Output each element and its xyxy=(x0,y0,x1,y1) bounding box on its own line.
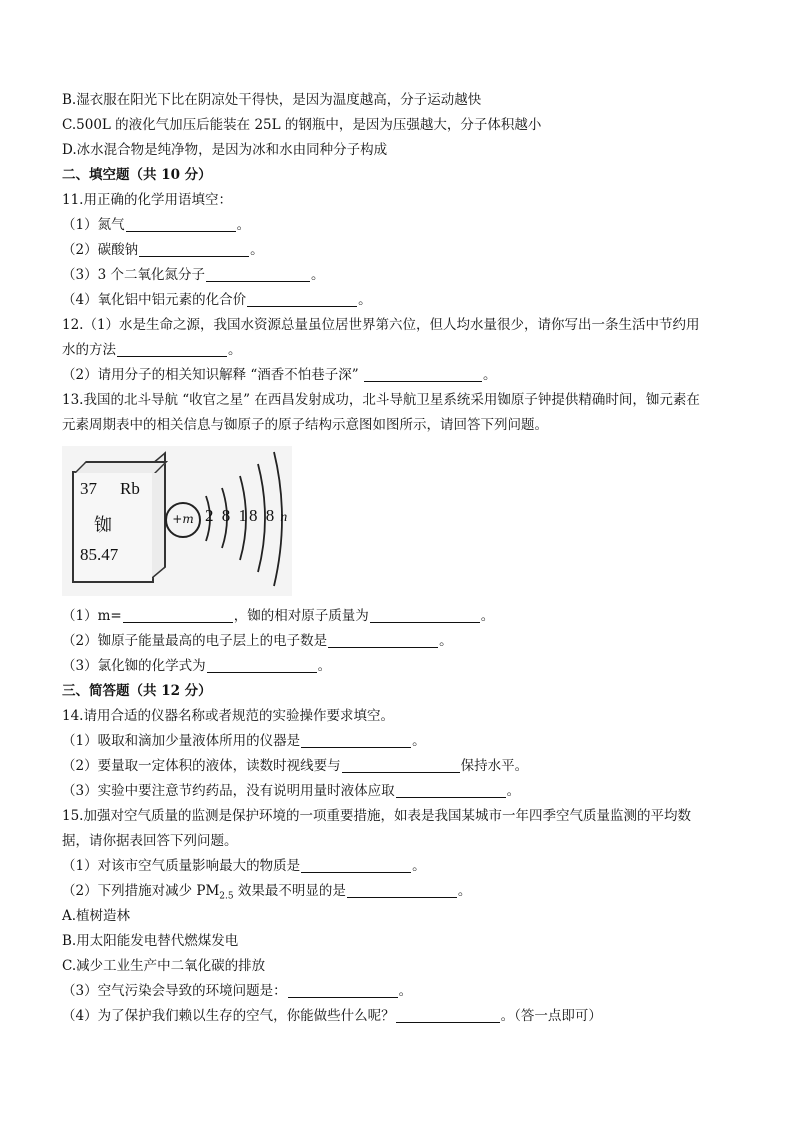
q10-option-c: C.500L 的液化气加压后能装在 25L 的钢瓶中，是因为压强越大，分子体积越小 xyxy=(62,117,542,133)
period: 。 xyxy=(480,608,495,624)
q12-stem-line-1: 12.（1）水是生命之源，我国水资源总量虽位居世界第六位，但人均水量很少，请你写出一条生活中节约用 xyxy=(62,317,700,333)
q13-item-2-text: （2）铷原子能量最高的电子层上的电子数是 xyxy=(62,633,328,649)
period: 。 xyxy=(506,783,521,799)
q15-item-3-text: （3）空气污染会导致的环境问题是： xyxy=(62,983,287,999)
q15-item-2 xyxy=(62,879,742,904)
q13-item-3-text: （3）氯化铷的化学式为 xyxy=(62,658,206,674)
q14-item-3-text: （3）实验中要注意节约药品，没有说明用量时液体应取 xyxy=(62,783,395,799)
q15-item-2b-text: 效果最不明显的是 xyxy=(233,883,346,899)
q15-item-2a-text: （2）下列措施对减少 PM xyxy=(62,883,220,899)
q14-item-2a-text: （2）要量取一定体积的液体，读数时视线要与 xyxy=(62,758,341,774)
q11-stem: 11.用正确的化学用语填空： xyxy=(62,192,232,208)
element-symbol: Rb xyxy=(120,479,140,498)
q14-item-2b-text: 保持水平。 xyxy=(460,758,529,774)
answer-blank[interactable] xyxy=(370,606,480,623)
q12-stem-line-2 xyxy=(62,338,742,363)
period: 。 xyxy=(412,858,426,874)
q13-item-1b-text: ，铷的相对原子质量为 xyxy=(233,608,369,624)
section-2-heading: 二、填空题（共 10 分） xyxy=(62,167,212,183)
q14-item-2 xyxy=(62,754,742,779)
nucleus: +m xyxy=(165,502,201,538)
q11-item-4-text: （4）氧化铝中铝元素的化合价 xyxy=(62,292,247,308)
period: 。 xyxy=(236,217,251,233)
q11-item-3 xyxy=(62,263,742,288)
q15-stem-line-2: 据，请你据表回答下列问题。 xyxy=(62,833,238,849)
period: 。 xyxy=(228,342,242,358)
q11-item-3-text: （3）3 个二氧化氮分子 xyxy=(62,267,205,283)
q13-stem-line-2: 元素周期表中的相关信息与铷原子的原子结构示意图如图所示，请回答下列问题。 xyxy=(62,417,548,433)
q11-item-1-text: （1）氮气 xyxy=(62,217,125,233)
answer-blank[interactable] xyxy=(139,240,249,257)
q12-stem-2-text: 水的方法 xyxy=(62,342,116,358)
q15-option-b: B.用太阳能发电替代燃煤发电 xyxy=(62,933,239,949)
answer-blank[interactable] xyxy=(123,606,233,623)
q15-item-4b-text: 。（答一点即可） xyxy=(500,1008,602,1024)
q10-option-d: D.冰水混合物是纯净物，是因为冰和水由同种分子构成 xyxy=(62,142,388,158)
answer-blank[interactable] xyxy=(207,656,317,673)
answer-blank[interactable] xyxy=(117,340,227,357)
q14-item-1 xyxy=(62,729,742,754)
period: 。 xyxy=(310,267,325,283)
q13-stem-line-1: 13.我国的北斗导航 “收官之星” 在西昌发射成功，北斗导航卫星系统采用铷原子钟提供精确时间，铷元素在 xyxy=(62,392,700,408)
q13-item-1 xyxy=(62,604,742,629)
answer-blank[interactable] xyxy=(247,290,357,307)
shell-numbers: 2 8 18 8 xyxy=(205,506,277,525)
section-3-heading: 三、简答题（共 12 分） xyxy=(62,683,212,699)
answer-blank[interactable] xyxy=(301,731,411,748)
q15-item-3 xyxy=(62,979,742,1004)
answer-blank[interactable] xyxy=(347,881,457,898)
answer-blank[interactable] xyxy=(288,981,398,998)
q11-item-2-text: （2）碳酸钠 xyxy=(62,242,139,258)
q15-stem-line-1: 15.加强对空气质量的监测是保护环境的一项重要措施，如表是我国某城市一年四季空气质量监测的平均数 xyxy=(62,808,691,824)
q15-option-a: A.植树造林 xyxy=(62,908,131,924)
shell-electrons xyxy=(205,506,289,526)
period: 。 xyxy=(358,292,372,308)
q10-option-b: B.湿衣服在阳光下比在阴凉处干得快，是因为温度越高，分子运动越快 xyxy=(62,92,482,108)
q12-item-2 xyxy=(62,363,742,388)
answer-blank[interactable] xyxy=(396,1006,500,1023)
q13-item-1a-text: （1）m= xyxy=(62,608,122,624)
answer-blank[interactable] xyxy=(206,265,310,282)
answer-blank[interactable] xyxy=(126,215,236,232)
period: 。 xyxy=(317,658,332,674)
period: 。 xyxy=(482,367,497,383)
shell-n: n xyxy=(280,510,290,525)
element-name: 铷 xyxy=(94,515,112,535)
q15-item-4a-text: （4）为了保护我们赖以生存的空气，你能做些什么呢？ xyxy=(62,1008,395,1024)
answer-blank[interactable] xyxy=(301,856,411,873)
q11-item-2 xyxy=(62,238,742,263)
q15-option-c: C.减少工业生产中二氧化碳的排放 xyxy=(62,958,266,974)
q11-item-1 xyxy=(62,213,742,238)
answer-blank[interactable] xyxy=(396,781,506,798)
answer-blank[interactable] xyxy=(328,631,438,648)
q12-item-2-text: （2）请用分子的相关知识解释 “酒香不怕巷子深” xyxy=(62,367,359,383)
periodic-table-cell xyxy=(72,471,154,583)
pm-subscript: 2.5 xyxy=(219,891,234,902)
q11-item-4 xyxy=(62,288,742,313)
q13-item-2 xyxy=(62,629,742,654)
period: 。 xyxy=(412,733,426,749)
answer-blank[interactable] xyxy=(364,365,482,382)
exam-page xyxy=(62,88,742,1029)
atomic-mass: 85.47 xyxy=(80,545,119,564)
rubidium-figure xyxy=(62,446,292,596)
answer-blank[interactable] xyxy=(342,756,460,773)
q15-item-1 xyxy=(62,854,742,879)
q15-item-1-text: （1）对该市空气质量影响最大的物质是 xyxy=(62,858,301,874)
period: 。 xyxy=(439,633,453,649)
q14-item-3 xyxy=(62,779,742,804)
period: 。 xyxy=(457,883,472,899)
q15-item-4 xyxy=(62,1004,742,1029)
atomic-number: 37 xyxy=(80,479,97,498)
period: 。 xyxy=(398,983,413,999)
period: 。 xyxy=(250,242,264,258)
q13-item-3 xyxy=(62,654,742,679)
q14-item-1-text: （1）吸取和滴加少量液体所用的仪器是 xyxy=(62,733,301,749)
q14-stem: 14.请用合适的仪器名称或者规范的实验操作要求填空。 xyxy=(62,708,394,724)
